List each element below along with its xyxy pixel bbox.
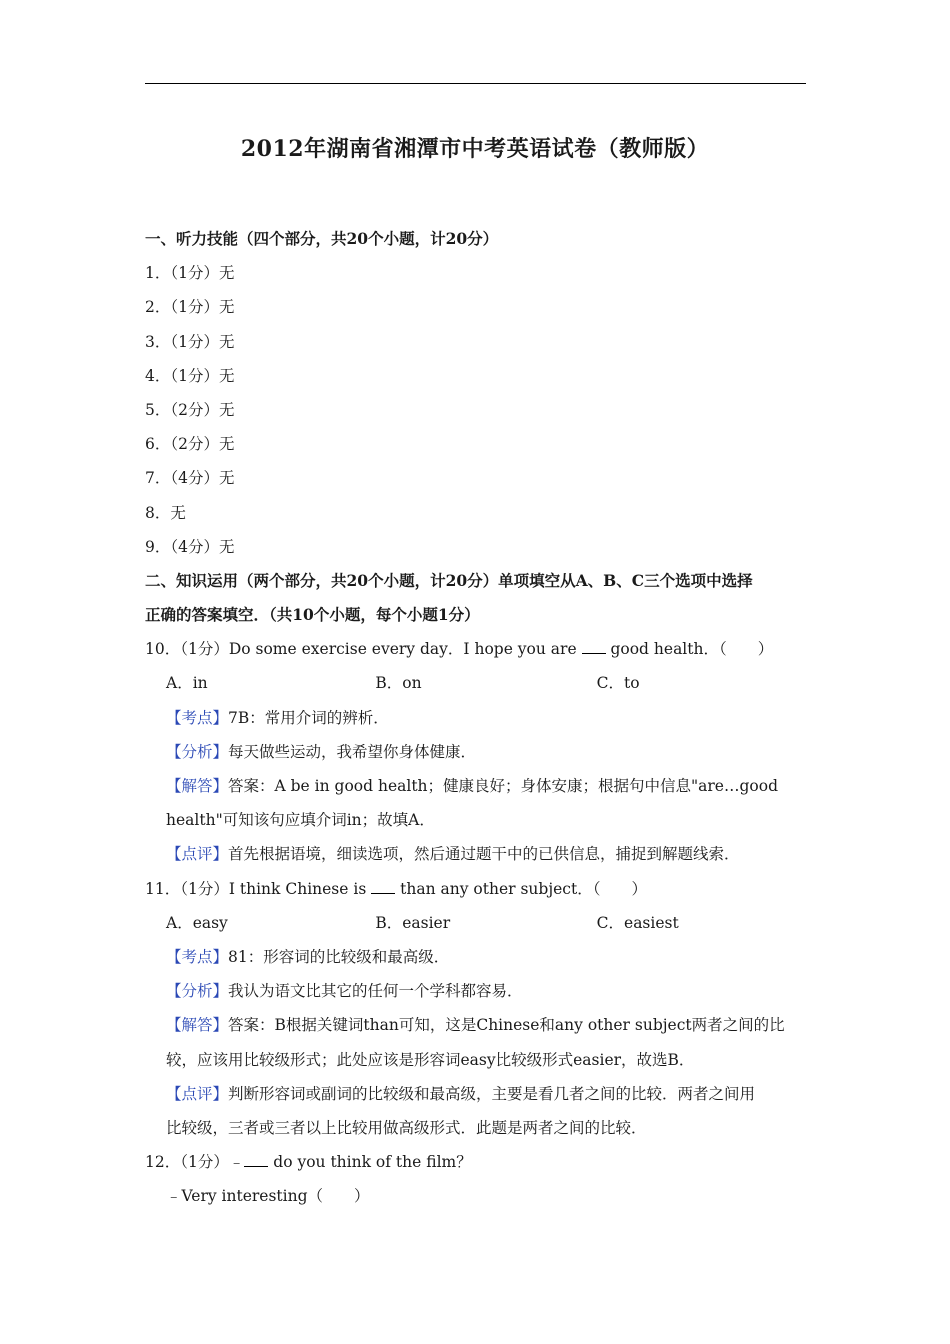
- answer-blank: [582, 639, 606, 654]
- question-12-stem-start: 12．（1分）﹣: [145, 1153, 245, 1172]
- list-item: 1．（1分）无: [145, 264, 235, 283]
- option-b: B．easier: [375, 913, 451, 932]
- kaodian-label: 【考点】: [166, 947, 229, 966]
- question-10-kaodian: [145, 701, 806, 735]
- section-2-heading-line1: 二、知识运用（两个部分，共20个小题，计20分）单项填空从A、B、C三个选项中选择: [145, 570, 753, 590]
- option-a: A．easy: [166, 913, 228, 932]
- jieda-label: 【解答】: [166, 777, 229, 795]
- fenxi-text: 我认为语文比其它的任何一个学科都容易．: [228, 982, 523, 1001]
- list-item: 5．（2分）无: [145, 400, 235, 419]
- question-12-answer-line: ﹣Very interesting（ ）: [166, 1187, 370, 1206]
- list-item: 6．（2分）无: [145, 435, 235, 454]
- answer-blank: [244, 1152, 268, 1167]
- exam-content: [145, 222, 806, 1213]
- list-item: 3．（1分）无: [145, 332, 235, 351]
- list-item: 9．（4分）无: [145, 537, 235, 556]
- question-11-jieda-cont: 较，应该用比较级形式；此处应该是形容词easy比较级形式easier，故选B．: [166, 1050, 695, 1069]
- question-10-stem-start: 10．（1分）Do some exercise every day．I hope you are: [145, 640, 582, 659]
- fenxi-label: 【分析】: [166, 742, 229, 761]
- question-10-jieda-cont: health"可知该句应填介词in；故填A．: [166, 811, 435, 830]
- option-a: A．in: [166, 674, 208, 693]
- kaodian-text: 7B：常用介词的辨析．: [228, 708, 389, 727]
- list-item: 7．（4分）无: [145, 469, 235, 488]
- fenxi-label: 【分析】: [166, 982, 229, 1001]
- question-11-stem-start: 11．（1分）I think Chinese is: [145, 879, 372, 898]
- list-item: 4．（1分）无: [145, 366, 235, 385]
- dianping-label: 【点评】: [166, 845, 229, 864]
- question-12-stem-end: do you think of the film？: [268, 1153, 472, 1172]
- page-title: 2012年湖南省湘潭市中考英语试卷（教师版）: [240, 136, 710, 162]
- option-c: C．to: [596, 674, 640, 693]
- list-item: 2．（1分）无: [145, 298, 235, 317]
- dianping-label: 【点评】: [166, 1084, 229, 1103]
- question-10-options: [145, 666, 806, 700]
- question-11-stem-end: than any other subject．（ ）: [395, 879, 647, 898]
- header-rule: [145, 83, 806, 84]
- question-10-dianping: [145, 837, 806, 871]
- question-11-fenxi: [145, 974, 806, 1008]
- kaodian-text: 81：形容词的比较级和最高级．: [228, 947, 450, 966]
- jieda-text: 答案：B根据关键词than可知，这是Chinese和any other subject两者之间的比: [228, 1016, 785, 1035]
- question-10-stem: [145, 632, 806, 666]
- question-10-fenxi: [145, 735, 806, 769]
- question-11-dianping-cont: 比较级，三者或三者以上比较用做高级形式．此题是两者之间的比较．: [166, 1118, 647, 1137]
- option-c: C．easiest: [596, 913, 679, 932]
- jieda-text: 答案：A be in good health；健康良好；身体安康；根据句中信息"are…good: [228, 777, 778, 795]
- answer-blank: [371, 879, 395, 894]
- section-2-heading-line2: 正确的答案填空．（共10个小题，每个小题1分）: [145, 605, 480, 625]
- question-11-options: [145, 906, 806, 940]
- kaodian-label: 【考点】: [166, 708, 229, 727]
- question-10-jieda: [145, 769, 806, 803]
- question-11-dianping: [145, 1077, 806, 1111]
- option-b: B．on: [375, 674, 422, 693]
- list-item: 8．无: [145, 503, 186, 522]
- jieda-label: 【解答】: [166, 1016, 229, 1035]
- dianping-text: 判断形容词或副词的比较级和最高级，主要是看几者之间的比较．两者之间用: [228, 1084, 756, 1103]
- fenxi-text: 每天做些运动，我希望你身体健康．: [228, 742, 477, 761]
- question-11-jieda: [145, 1008, 806, 1042]
- question-11-stem: [145, 872, 806, 906]
- question-10-stem-end: good health．（ ）: [605, 640, 774, 659]
- dianping-text: 首先根据语境，细读选项，然后通过题干中的已供信息，捕捉到解题线索．: [228, 845, 740, 864]
- question-12-stem: [145, 1145, 806, 1179]
- section-1-heading: 一、听力技能（四个部分，共20个小题，计20分）: [145, 229, 499, 248]
- question-11-kaodian: [145, 940, 806, 974]
